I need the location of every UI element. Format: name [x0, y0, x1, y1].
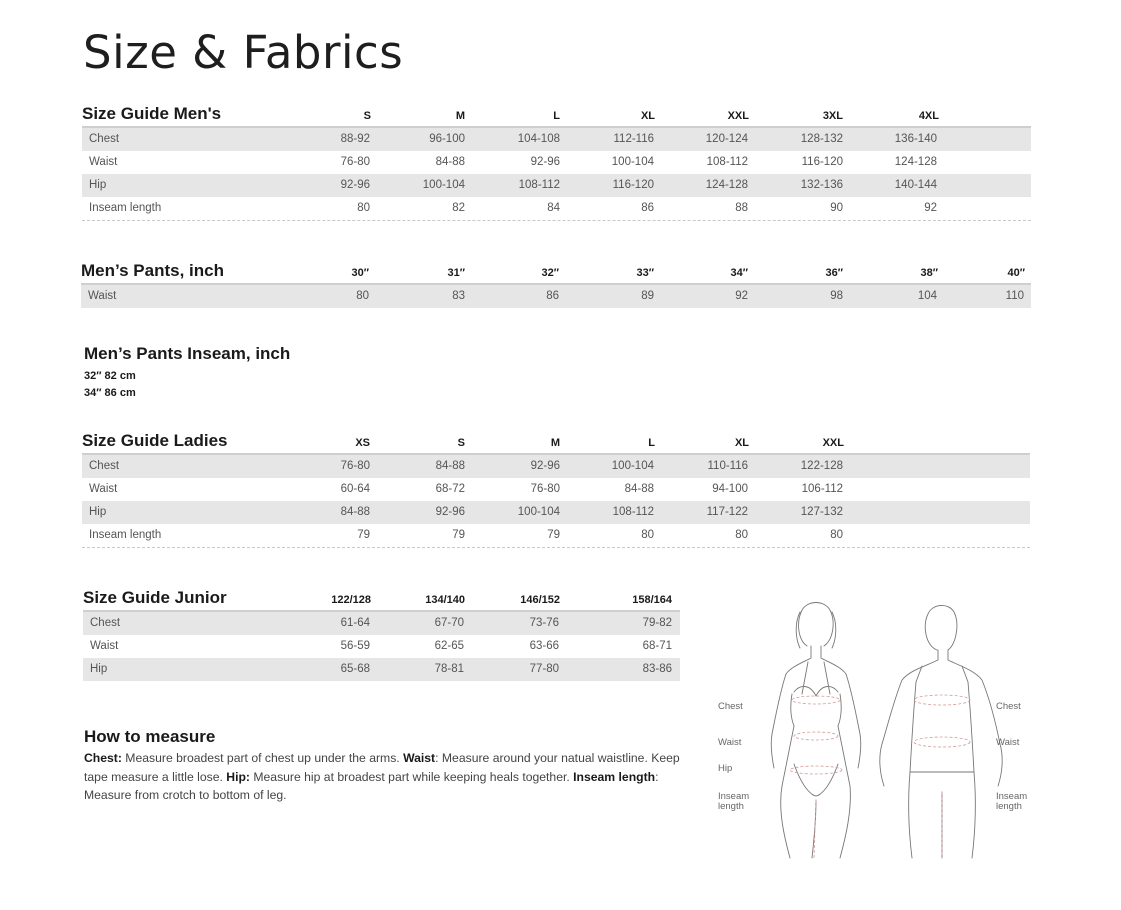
table-cell: 112-116	[613, 133, 654, 145]
table-row	[82, 501, 1030, 524]
chest-term: Chest:	[84, 751, 122, 765]
row-label: Hip	[89, 506, 107, 518]
table-cell: 128-132	[800, 133, 843, 145]
table-row	[82, 478, 1030, 501]
table-cell: 104-108	[517, 133, 560, 145]
column-header: M	[550, 437, 560, 449]
table-cell: 79-82	[642, 617, 672, 629]
table-row	[82, 524, 1030, 548]
column-header: S	[457, 437, 465, 449]
table-cell: 92-96	[340, 179, 370, 191]
column-header: XL	[734, 437, 749, 449]
table-cell: 56-59	[340, 640, 370, 652]
table-row	[83, 658, 680, 681]
row-label: Waist	[89, 483, 118, 495]
table-cell: 67-70	[434, 617, 464, 629]
table-cell: 80	[356, 290, 369, 302]
table-cell: 61-64	[340, 617, 370, 629]
table-cell: 82	[452, 202, 465, 214]
table-cell: 124-128	[894, 156, 937, 168]
column-header: 30″	[351, 267, 369, 279]
male-figure	[880, 605, 1002, 858]
table-title: Size Guide Men's	[82, 104, 222, 123]
column-header: 146/152	[520, 594, 560, 606]
table-cell: 80	[830, 529, 843, 541]
table-cell: 100-104	[422, 179, 465, 191]
figure-label-inseam-line1: Inseam	[996, 791, 1028, 802]
table-cell: 63-66	[529, 640, 559, 652]
column-header: S	[363, 110, 371, 122]
table-cell: 100-104	[611, 460, 654, 472]
section-title: Men’s Pants Inseam, inch	[84, 344, 291, 363]
chest-instruction: Measure broadest part of chest up under the arms.	[121, 751, 404, 765]
table-cell: 96-100	[429, 133, 465, 145]
female-figure	[771, 603, 861, 859]
column-header: 31″	[447, 267, 465, 279]
pants-inseam-section	[84, 344, 290, 402]
row-label: Hip	[90, 663, 108, 675]
figure-label-inseam	[718, 792, 749, 812]
table-cell: 94-100	[712, 483, 748, 495]
table-cell: 104	[917, 290, 937, 302]
table-cell: 108-112	[706, 156, 748, 168]
column-header: 36″	[825, 267, 843, 279]
table-cell: 83	[452, 290, 465, 302]
hip-instruction: Measure hip at broadest part while keeping heals together.	[249, 769, 574, 784]
column-header: XS	[355, 437, 370, 449]
column-header: XXL	[727, 110, 749, 122]
table-title: Size Guide Junior	[83, 588, 227, 607]
page-title: Size & Fabrics	[83, 26, 404, 79]
table-cell: 86	[641, 202, 654, 214]
table-cell: 84	[547, 202, 560, 214]
column-header: 34″	[730, 267, 748, 279]
measure-lines	[790, 695, 970, 858]
table-cell: 140-144	[894, 179, 937, 191]
table-cell: 92	[735, 290, 748, 302]
figure-label-inseam-line2: length	[718, 801, 744, 812]
column-header: 122/128	[331, 594, 371, 606]
table-cell: 79	[547, 529, 560, 541]
table-cell: 98	[830, 290, 843, 302]
row-label: Waist	[88, 290, 117, 302]
table-title: Men’s Pants, inch	[81, 261, 224, 280]
figure-label-waist: Waist	[996, 737, 1020, 748]
table-cell: 110	[1005, 290, 1024, 302]
row-label: Chest	[89, 460, 120, 472]
table-cell: 89	[641, 290, 654, 302]
table-cell: 92-96	[530, 156, 560, 168]
table-cell: 136-140	[894, 133, 937, 145]
waist-term: Waist	[403, 751, 436, 765]
row-label: Chest	[90, 617, 121, 629]
table-cell: 77-80	[529, 663, 559, 675]
table-row	[82, 197, 1031, 221]
row-label: Hip	[89, 179, 107, 191]
figure-label-inseam-line2: length	[996, 801, 1022, 812]
table-cell: 84-88	[624, 483, 654, 495]
table-cell: 86	[546, 290, 559, 302]
table-cell: 106-112	[801, 483, 843, 495]
table-cell: 65-68	[340, 663, 370, 675]
table-cell: 80	[641, 529, 654, 541]
table-cell: 132-136	[800, 179, 843, 191]
table-cell: 76-80	[340, 460, 370, 472]
column-header: 134/140	[425, 594, 465, 606]
table-cell: 120-124	[705, 133, 748, 145]
waist-instruction: : Measure around your natual waistline. Keep tape measure a little lose.	[84, 751, 680, 784]
table-cell: 100-104	[517, 506, 560, 518]
ladies-size-table	[82, 431, 1030, 548]
table-header	[81, 261, 1031, 283]
figure-label-inseam-line1: Inseam	[718, 791, 750, 802]
measure-instructions	[84, 749, 684, 805]
table-cell: 108-112	[612, 506, 654, 518]
junior-size-table	[83, 588, 680, 681]
table-header	[82, 104, 1031, 126]
table-cell: 90	[830, 202, 843, 214]
table-cell: 88-92	[340, 133, 370, 145]
table-header	[83, 588, 680, 610]
column-header: 38″	[920, 267, 938, 279]
how-to-measure-section	[84, 727, 684, 805]
column-header: 158/164	[632, 594, 672, 606]
table-cell: 83-86	[642, 663, 672, 675]
table-cell: 84-88	[340, 506, 370, 518]
column-header: 33″	[636, 267, 654, 279]
table-cell: 84-88	[435, 460, 465, 472]
mens-pants-table	[81, 261, 1031, 308]
inseam-item: 32″ 82 cm	[84, 370, 136, 382]
hip-term: Hip:	[226, 769, 250, 784]
column-header: M	[455, 110, 465, 122]
table-cell: 124-128	[705, 179, 748, 191]
row-label: Waist	[90, 640, 119, 652]
column-header: 40″	[1007, 267, 1025, 279]
table-cell: 79	[357, 529, 370, 541]
measurement-illustration	[712, 596, 1042, 866]
table-cell: 108-112	[518, 179, 560, 191]
table-cell: 127-132	[800, 506, 843, 518]
table-cell: 92	[924, 202, 937, 214]
row-label: Waist	[89, 156, 118, 168]
column-header: L	[553, 110, 560, 122]
table-cell: 122-128	[800, 460, 843, 472]
table-cell: 68-71	[642, 640, 672, 652]
row-label: Inseam length	[89, 202, 162, 214]
table-row	[83, 635, 680, 658]
table-cell: 88	[735, 202, 748, 214]
column-header: XL	[640, 110, 655, 122]
table-cell: 110-116	[707, 460, 748, 472]
figure-label-chest: Chest	[996, 701, 1021, 712]
table-row	[82, 126, 1031, 151]
table-cell: 79	[452, 529, 465, 541]
inseam-term: Inseam length	[573, 769, 656, 784]
table-title: Size Guide Ladies	[82, 431, 228, 450]
row-label: Chest	[89, 133, 120, 145]
table-cell: 80	[357, 202, 370, 214]
row-label: Inseam length	[89, 529, 162, 541]
mens-size-table	[82, 104, 1031, 221]
table-cell: 92-96	[530, 460, 560, 472]
column-header: 32″	[541, 267, 559, 279]
body-figures-drawing	[712, 596, 1042, 866]
table-row	[82, 174, 1031, 197]
table-cell: 116-120	[801, 156, 843, 168]
table-cell: 117-122	[706, 506, 748, 518]
table-cell: 78-81	[434, 663, 464, 675]
figure-label-inseam	[996, 792, 1027, 812]
table-cell: 80	[735, 529, 748, 541]
column-header: XXL	[822, 437, 844, 449]
figure-label-hip: Hip	[718, 763, 733, 774]
column-header: 3XL	[822, 110, 843, 122]
table-cell: 92-96	[435, 506, 465, 518]
figure-label-waist: Waist	[718, 737, 742, 748]
table-cell: 100-104	[611, 156, 654, 168]
column-header: 4XL	[918, 110, 939, 122]
table-cell: 73-76	[529, 617, 559, 629]
table-row	[82, 453, 1030, 478]
table-row	[83, 610, 680, 635]
inseam-instruction: : Measure from crotch to bottom of leg.	[84, 769, 659, 802]
section-title: How to measure	[84, 727, 216, 746]
table-cell: 60-64	[340, 483, 370, 495]
table-row	[81, 283, 1031, 308]
figure-label-chest: Chest	[718, 701, 743, 712]
table-cell: 76-80	[530, 483, 560, 495]
table-cell: 62-65	[434, 640, 464, 652]
column-header: L	[648, 437, 655, 449]
table-row	[82, 151, 1031, 174]
table-header	[82, 431, 1030, 453]
inseam-item: 34″ 86 cm	[84, 387, 136, 399]
table-cell: 68-72	[435, 483, 465, 495]
table-cell: 84-88	[435, 156, 465, 168]
table-cell: 76-80	[340, 156, 370, 168]
table-cell: 116-120	[612, 179, 654, 191]
